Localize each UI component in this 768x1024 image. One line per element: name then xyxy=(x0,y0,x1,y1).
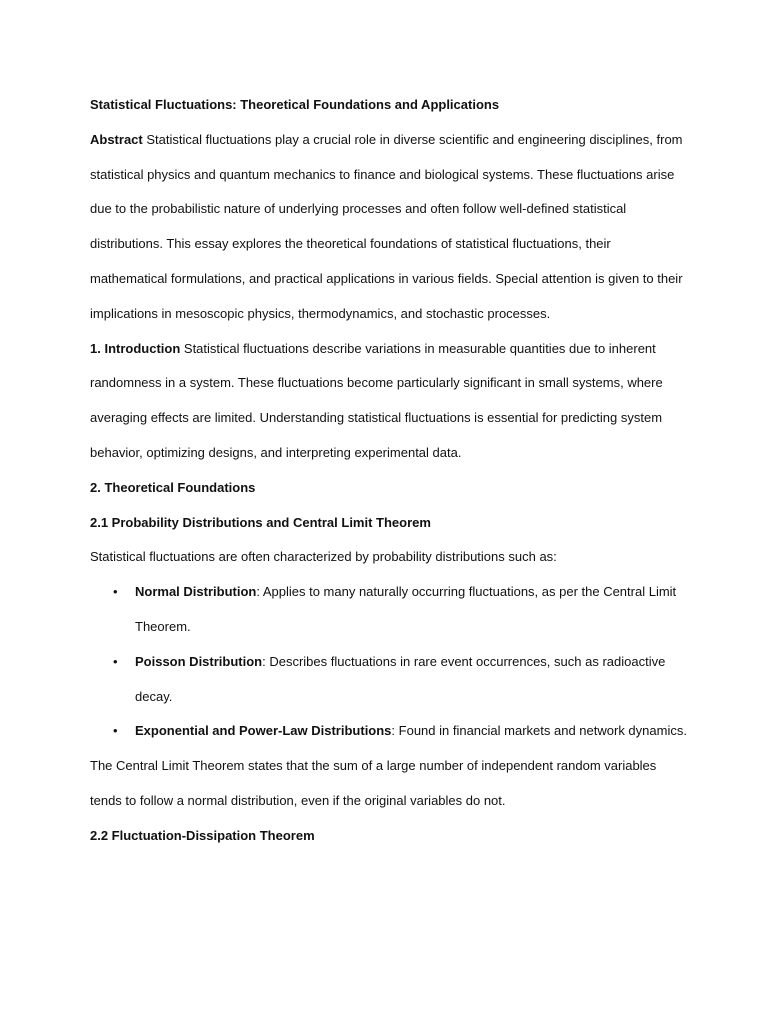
abstract-paragraph xyxy=(90,123,690,332)
clt-paragraph: The Central Limit Theorem states that the sum of a large number of independent random variables tends to follow a normal distribution, even if the original variables do not. xyxy=(90,758,657,808)
document-page xyxy=(90,88,690,854)
abstract-label: Abstract xyxy=(90,131,143,147)
bullet-icon: • xyxy=(113,584,118,600)
bullet-icon: • xyxy=(113,723,118,739)
list-item-term: Exponential and Power-Law Distributions xyxy=(135,723,392,739)
introduction-text: Statistical fluctuations describe variations in measurable quantities due to inherent randomness in a system. These fluctuations become particularly significant in small systems, where averaging effects are limited. Understanding statistical fluctuations is essential for predicting system behavior, optimizing designs, and interpreting experimental data. xyxy=(90,340,663,460)
list-item xyxy=(90,645,690,715)
list-item-text: : Applies to many naturally occurring fluctuations, as per the Central Limit Theorem. xyxy=(135,584,677,634)
introduction-paragraph xyxy=(90,332,690,471)
section-2-2-heading: 2.2 Fluctuation-Dissipation Theorem xyxy=(90,827,315,843)
list-item-text: : Describes fluctuations in rare event occurrences, such as radioactive decay. xyxy=(135,653,666,704)
list-item xyxy=(90,575,690,645)
list-item xyxy=(90,714,690,749)
section-2-1-heading: 2.1 Probability Distributions and Central Limit Theorem xyxy=(90,514,431,530)
list-item-text: : Found in financial markets and network dynamics. xyxy=(391,723,687,739)
distribution-list xyxy=(90,575,690,749)
section-2-heading: 2. Theoretical Foundations xyxy=(90,479,256,495)
document-title: Statistical Fluctuations: Theoretical Foundations and Applications xyxy=(90,97,500,112)
introduction-label: 1. Introduction xyxy=(90,340,181,356)
list-item-term: Normal Distribution xyxy=(135,584,257,600)
bullet-icon: • xyxy=(113,653,118,669)
distributions-intro: Statistical fluctuations are often characterized by probability distributions such as: xyxy=(90,549,557,565)
list-item-term: Poisson Distribution xyxy=(135,653,263,669)
abstract-text: Statistical fluctuations play a crucial role in diverse scientific and engineering disciplines, from statistical physics and quantum mechanics to finance and biological systems. These fluctuations arise due to the probabilistic nature of underlying processes and often follow well-defined statistical distributions. This essay explores the theoretical foundations of statistical fluctuations, their mathematical formulations, and practical applications in various fields. Special attention is given to their implications in mesoscopic physics, thermodynamics, and stochastic processes. xyxy=(90,131,683,321)
